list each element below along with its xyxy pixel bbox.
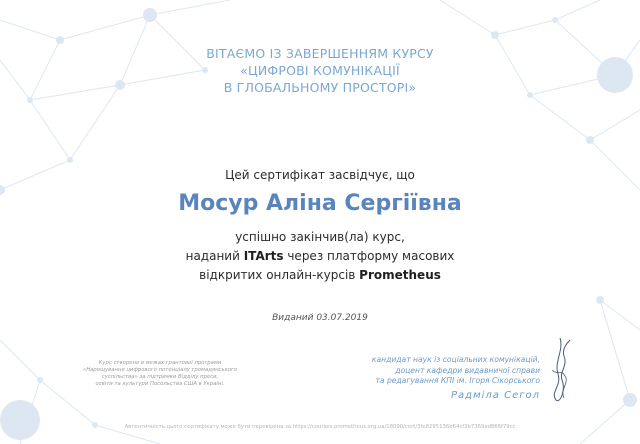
signer-block — [318, 355, 540, 401]
handwritten-signature — [540, 330, 580, 410]
certifies-text: Цей сертифікат засвідчує, що — [225, 168, 415, 182]
platform-prefix: відкритих онлайн-курсів — [199, 268, 360, 282]
program-note-line: «Нарощування цифрового потенціалу громадянського — [82, 367, 238, 373]
completed-text: успішно закінчив(ла) курс, — [235, 230, 405, 244]
congratulations-heading-line-1: ВІТАЄМО ІЗ ЗАВЕРШЕННЯМ КУРСУ — [206, 46, 434, 61]
signer-title-line: кандидат наук із соціальних комунікацій, — [371, 355, 540, 364]
verification-text: Автентичність цього сертифікату може бути перевірена за https://courses.prometheus.org.ua/18090/cert/3fe8295136b64cf3b7369ad866f79cc — [124, 424, 516, 430]
provider-suffix: через платформу масових — [283, 249, 455, 263]
program-note-line: освіти та культури Посольства США в Україні. — [95, 381, 225, 387]
signer-title-line: та редагування КПІ ім. Ігоря Сікорського — [375, 376, 540, 386]
course-title-line-1: «ЦИФРОВІ КОМУНІКАЦІЇ — [240, 63, 400, 78]
provider-line — [120, 249, 520, 264]
platform-line — [120, 268, 520, 283]
provider-prefix: наданий — [185, 249, 244, 263]
program-note-line: Курс створено в межах грантової програми — [98, 360, 222, 366]
issue-date: Виданий 03.07.2019 — [272, 313, 368, 323]
recipient-name: Мосур Аліна Сергіївна — [178, 191, 462, 216]
grant-program-note — [40, 360, 280, 388]
course-title-line-2: В ГЛОБАЛЬНОМУ ПРОСТОРІ» — [223, 80, 417, 95]
program-note-line: суспільства» за підтримки Відділу преси, — [101, 374, 219, 380]
platform-name: Prometheus — [359, 268, 441, 282]
signer-name: Радміла Сегол — [451, 389, 540, 401]
signer-title-line: доцент кафедри видавничої справи — [395, 365, 540, 375]
provider-name: ITArts — [243, 249, 284, 263]
